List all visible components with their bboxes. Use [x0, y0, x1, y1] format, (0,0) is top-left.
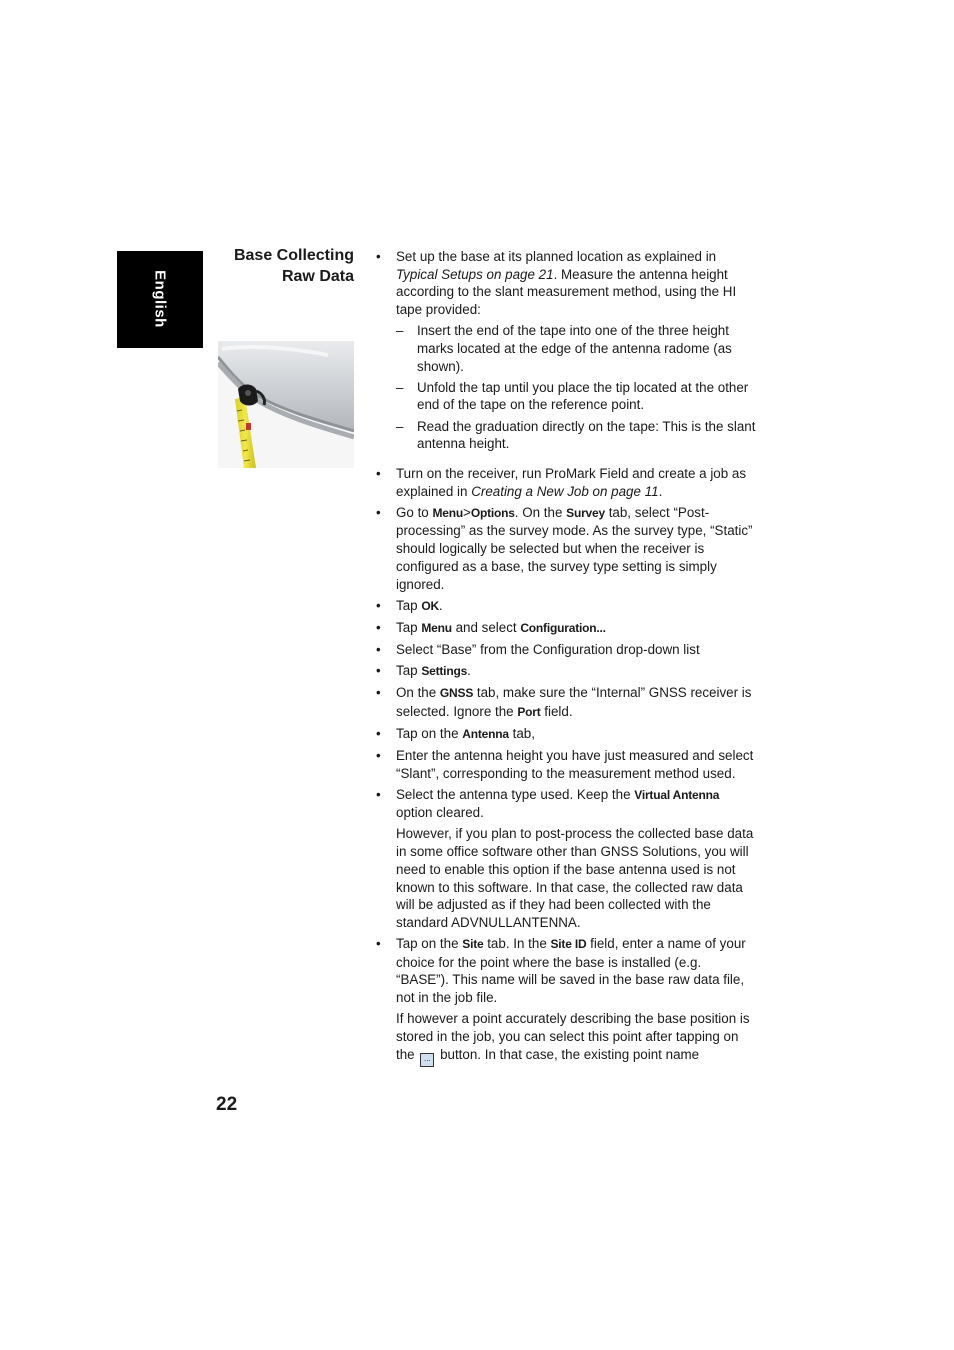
- list-item: • Enter the antenna height you have just measured and select “Slant”, corresponding to the measurement method used.: [376, 747, 756, 782]
- cross-reference: Creating a New Job on page 11: [471, 483, 659, 499]
- language-tab: [117, 251, 203, 348]
- ui-term: Antenna: [462, 726, 509, 741]
- ui-term: Menu: [421, 620, 452, 635]
- list-item: • Tap on the Antenna tab,: [376, 725, 756, 744]
- instructions: [376, 248, 756, 1070]
- ui-term: Settings: [421, 663, 468, 678]
- list-item: • On the GNSS tab, make sure the “Internal” GNSS receiver is selected. Ignore the Port field.: [376, 684, 756, 721]
- note-paragraph: However, if you plan to post-process the collected base data in some office software other than GNSS Solutions, you will need to enable this option if the base antenna used is not known to this software. In that case, the collected raw data will be adjusted as if they had been collected with the standard ADVNULLANTENNA.: [396, 826, 754, 930]
- ui-term: OK: [421, 598, 439, 613]
- sub-list-item: – Unfold the tap until you place the tip located at the other end of the tape on the reference point.: [396, 379, 756, 414]
- ui-term: Configuration...: [520, 620, 606, 635]
- ui-term: GNSS: [439, 685, 474, 700]
- list-item: • Go to Menu>Options. On the Survey tab, select “Post-processing” as the survey mode. As the survey type, “Static” should logically be selected but when the receiver is configured as a base, the survey type setting is simply ignored.: [376, 504, 756, 594]
- ui-term: Virtual Antenna: [634, 787, 720, 802]
- page-number: 22: [216, 1094, 238, 1115]
- note-paragraph: If however a point accurately describing the base position is stored in the job, you can select this point after tapping on the ... button. In that case, the existing point name: [396, 1010, 756, 1066]
- list-item: • Select “Base” from the Configuration drop-down list: [376, 641, 756, 659]
- ui-term: Site: [462, 937, 484, 952]
- ui-term: Survey: [566, 505, 605, 520]
- list-item: • Set up the base at its planned location as explained in Typical Setups on page 21. Measure the antenna height according to the slant measurement method, using the HI tape provided: – Insert the end of the tape into one of the three height marks located at the edge of the antenna radome (as shown). – Unfold the tap until you place the tip located at the other end of the tape on the reference point. – Read the graduation directly on the tape: This is the slant antenna height.: [376, 248, 756, 453]
- sub-list: [396, 322, 756, 453]
- ui-term: Options: [470, 505, 515, 520]
- list-item: • Tap Settings.: [376, 662, 756, 681]
- section-title-line-2: Raw Data: [281, 268, 354, 285]
- ui-term: Site ID: [550, 937, 587, 952]
- list-item: • Tap on the Site tab. In the Site ID field, enter a name of your choice for the point where the base is installed (e.g. “BASE”). This name will be saved in the base raw data file, not in the job file. If however a point accurately describing the base position is stored in the job, you can select this point after tapping on the ... button. In that case, the existing point name: [376, 935, 756, 1067]
- sub-list-item: – Insert the end of the tape into one of the three height marks located at the edge of the antenna radome (as shown).: [396, 322, 756, 375]
- instruction-list: [376, 248, 756, 1067]
- antenna-tape-photo: [218, 341, 354, 468]
- language-label: English: [151, 270, 169, 328]
- section-title: [200, 245, 354, 287]
- section-title-line-1: Base Collecting: [233, 247, 354, 264]
- list-item: • Turn on the receiver, run ProMark Field and create a job as explained in Creating a New Job on page 11.: [376, 465, 756, 500]
- cross-reference: Typical Setups on page 21: [396, 266, 554, 282]
- list-item: • Select the antenna type used. Keep the Virtual Antenna option cleared. However, if you plan to post-process the collected base data in some office software other than GNSS Solutions, you will need to enable this option if the base antenna used is not known to this software. In that case, the collected raw data will be adjusted as if they had been collected with the standard ADVNULLANTENNA.: [376, 786, 756, 932]
- sub-list-item: – Read the graduation directly on the tape: This is the slant antenna height.: [396, 418, 756, 453]
- browse-button-icon: ...: [420, 1053, 434, 1067]
- list-item: • Tap OK.: [376, 597, 756, 616]
- ui-term: Port: [517, 704, 541, 719]
- ui-term: Menu: [432, 505, 464, 520]
- list-item: • Tap Menu and select Configuration...: [376, 619, 756, 638]
